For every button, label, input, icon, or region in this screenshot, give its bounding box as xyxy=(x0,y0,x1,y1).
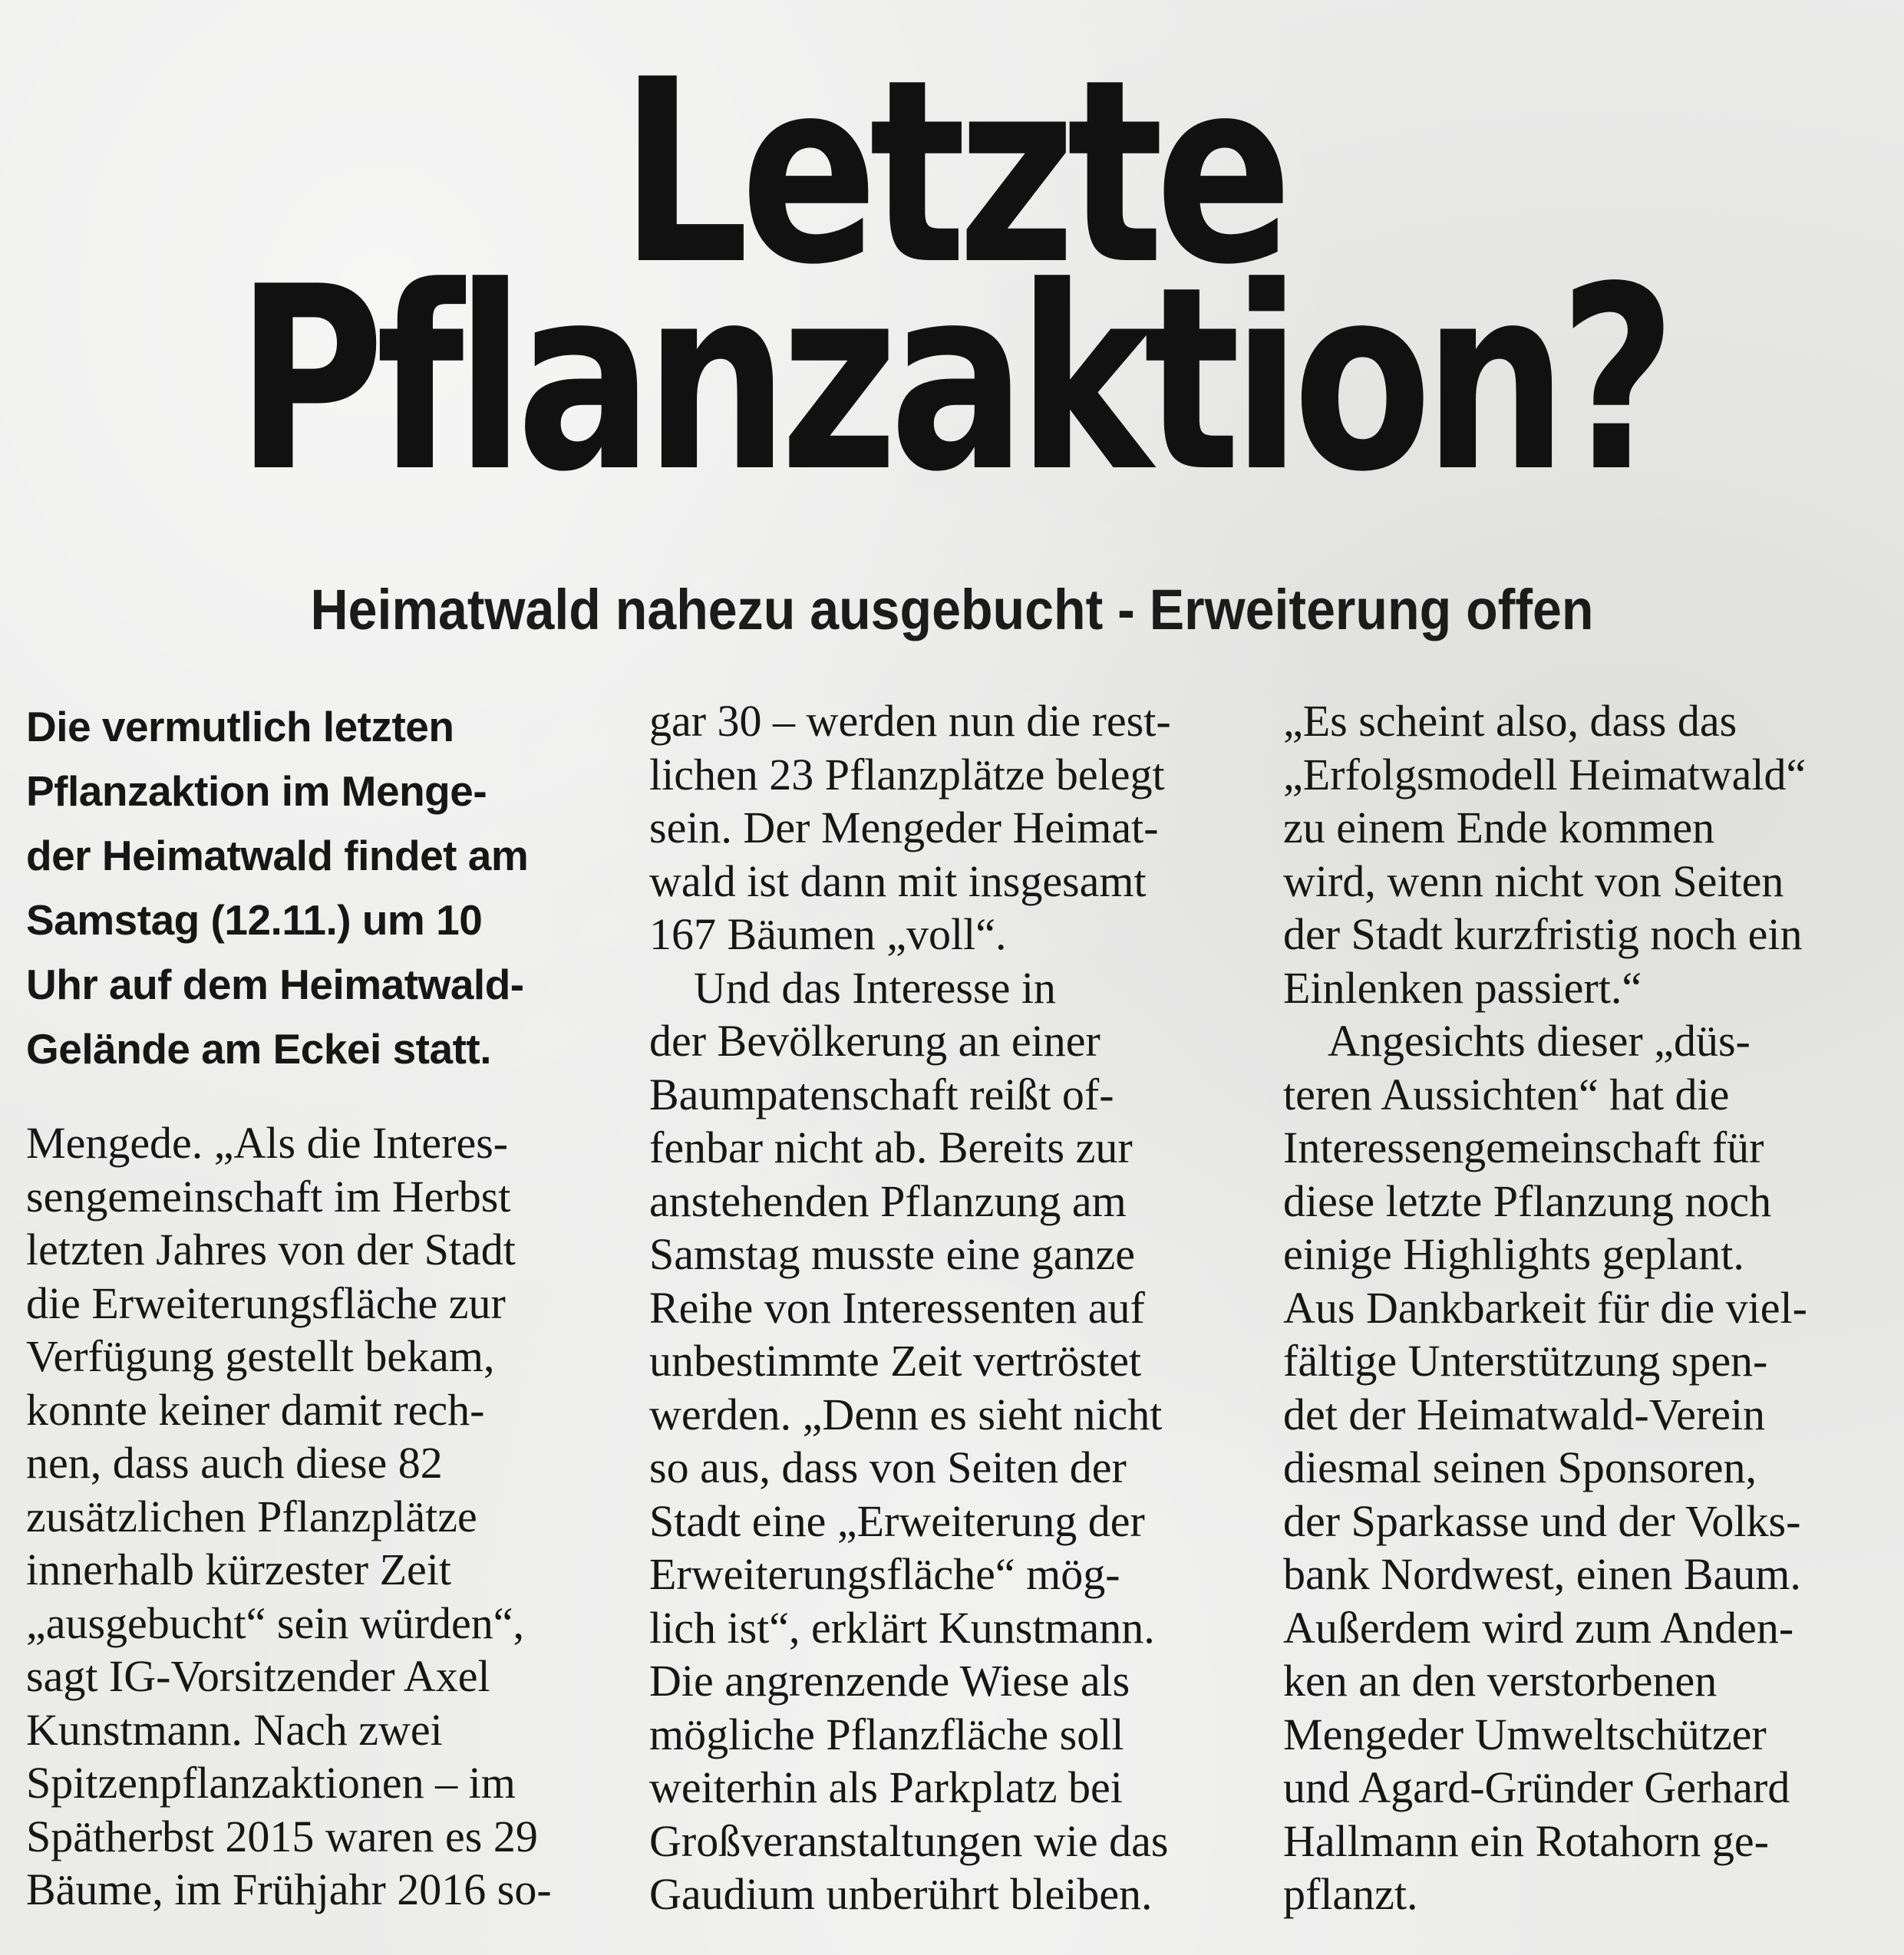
body-line: sagt IG-Vorsitzender Axel xyxy=(26,1651,490,1701)
body-line: die Erweiterungsfläche zur xyxy=(26,1278,506,1328)
body-line: 167 Bäumen „voll“. xyxy=(649,909,1007,959)
body-line: Angesichts dieser „düs- xyxy=(1328,1016,1751,1066)
body-line: konnte keiner damit rech- xyxy=(26,1384,485,1435)
lead-line: Gelände am Eckei statt. xyxy=(26,1025,491,1073)
body-line: nen, dass auch diese 82 xyxy=(26,1438,443,1488)
body-line: „Es scheint also, dass das xyxy=(1283,696,1737,746)
body-line: diesmal seinen Sponsoren, xyxy=(1283,1442,1757,1492)
body-line: Spätherbst 2015 waren es 29 xyxy=(26,1811,538,1861)
body-line: bank Nordwest, einen Baum. xyxy=(1283,1549,1801,1599)
body-line: Spitzenpflanzaktionen – im xyxy=(26,1758,516,1808)
lead-paragraph xyxy=(26,694,609,1081)
subtitle: Heimatwald nahezu ausgebucht - Erweiterung offen xyxy=(310,578,1594,641)
body-line: Kunstmann. Nach zwei xyxy=(26,1704,443,1755)
lead-line: Uhr auf dem Heimatwald- xyxy=(26,961,524,1008)
lead-line: der Heimatwald findet am xyxy=(26,832,529,879)
body-line: lich ist“, erklärt Kunstmann. xyxy=(649,1602,1155,1653)
body-line: Bäume, im Frühjahr 2016 so- xyxy=(26,1864,552,1914)
body-line: anstehenden Pflanzung am xyxy=(649,1175,1127,1226)
body-line: Einlenken passiert.“ xyxy=(1283,962,1642,1013)
body-line: Großveranstaltungen wie das xyxy=(649,1815,1169,1866)
body-line: letzten Jahres von der Stadt xyxy=(26,1225,516,1274)
body-line: weiterhin als Parkplatz bei xyxy=(649,1762,1123,1812)
body-line: Hallmann ein Rotahorn ge- xyxy=(1283,1815,1769,1866)
body-paragraph xyxy=(26,1116,609,1917)
body-line: pflanzt. xyxy=(1283,1869,1418,1919)
body-line: Verfügung gestellt bekam, xyxy=(26,1331,495,1381)
body-line: einige Highlights geplant. xyxy=(1283,1229,1744,1279)
body-line: sein. Der Mengeder Heimat- xyxy=(649,803,1159,852)
article-column-3 xyxy=(1283,694,1882,1921)
body-line: fältige Unterstützung spen- xyxy=(1283,1336,1768,1386)
body-line: „ausgebucht“ sein würden“, xyxy=(26,1597,525,1648)
headline-line-1: Letzte xyxy=(619,25,1285,320)
body-line: wird, wenn nicht von Seiten xyxy=(1283,856,1784,906)
body-line: Interessengemeinschaft für xyxy=(1283,1123,1764,1172)
body-line: Reihe von Interessenten auf xyxy=(649,1282,1145,1333)
body-line: fenbar nicht ab. Bereits zur xyxy=(649,1123,1133,1172)
body-line: unbestimmte Zeit vertröstet xyxy=(649,1336,1142,1386)
body-line: ken an den verstorbenen xyxy=(1283,1656,1718,1706)
article-column-2 xyxy=(649,694,1232,1921)
body-line: der Stadt kurzfristig noch ein xyxy=(1283,909,1803,959)
body-line: diese letzte Pflanzung noch xyxy=(1283,1175,1772,1226)
body-line: lichen 23 Pflanzplätze belegt xyxy=(649,749,1165,799)
lead-line: Die vermutlich letzten xyxy=(26,703,454,750)
lead-line: Samstag (12.11.) um 10 xyxy=(26,896,483,944)
body-line: der Bevölkerung an einer xyxy=(649,1016,1100,1066)
body-line: wald ist dann mit insgesamt xyxy=(649,856,1147,906)
body-line: Mengeder Umweltschützer xyxy=(1283,1709,1767,1759)
body-line: teren Aussichten“ hat die xyxy=(1283,1069,1730,1119)
body-line: Samstag musste eine ganze xyxy=(649,1229,1135,1279)
body-line: gar 30 – werden nun die rest- xyxy=(649,696,1171,746)
body-line: Baumpatenschaft reißt of- xyxy=(649,1069,1114,1119)
body-line: innerhalb kürzester Zeit xyxy=(26,1545,451,1594)
body-line: det der Heimatwald-Verein xyxy=(1283,1389,1766,1439)
body-line: mögliche Pflanzfläche soll xyxy=(649,1709,1124,1759)
body-line: zusätzlichen Pflanzplätze xyxy=(26,1491,477,1541)
body-line: Außerdem wird zum Anden- xyxy=(1283,1602,1794,1653)
body-line: Die angrenzende Wiese als xyxy=(649,1656,1130,1706)
body-line: und Agard-Gründer Gerhard xyxy=(1283,1762,1790,1812)
article-column-1 xyxy=(26,694,609,1917)
body-line: Gaudium unberührt bleiben. xyxy=(649,1869,1153,1919)
body-line: sengemeinschaft im Herbst xyxy=(26,1171,511,1221)
body-line: Mengede. „Als die Interes- xyxy=(26,1118,509,1168)
body-line: „Erfolgsmodell Heimatwald“ xyxy=(1283,749,1807,799)
body-line: der Sparkasse und der Volks- xyxy=(1283,1495,1801,1546)
lead-line: Pflanzaktion im Menge- xyxy=(26,767,487,815)
body-line: werden. „Denn es sieht nicht xyxy=(649,1389,1163,1439)
body-line: Erweiterungsfläche“ mög- xyxy=(649,1549,1120,1599)
body-line: Und das Interesse in xyxy=(694,962,1056,1013)
body-line: Aus Dankbarkeit für die viel- xyxy=(1283,1282,1807,1333)
body-line: Stadt eine „Erweiterung der xyxy=(649,1495,1145,1546)
headline-line-2: Pflanzaktion? xyxy=(236,232,1668,527)
body-line: zu einem Ende kommen xyxy=(1283,803,1715,852)
body-line: so aus, dass von Seiten der xyxy=(649,1442,1127,1492)
